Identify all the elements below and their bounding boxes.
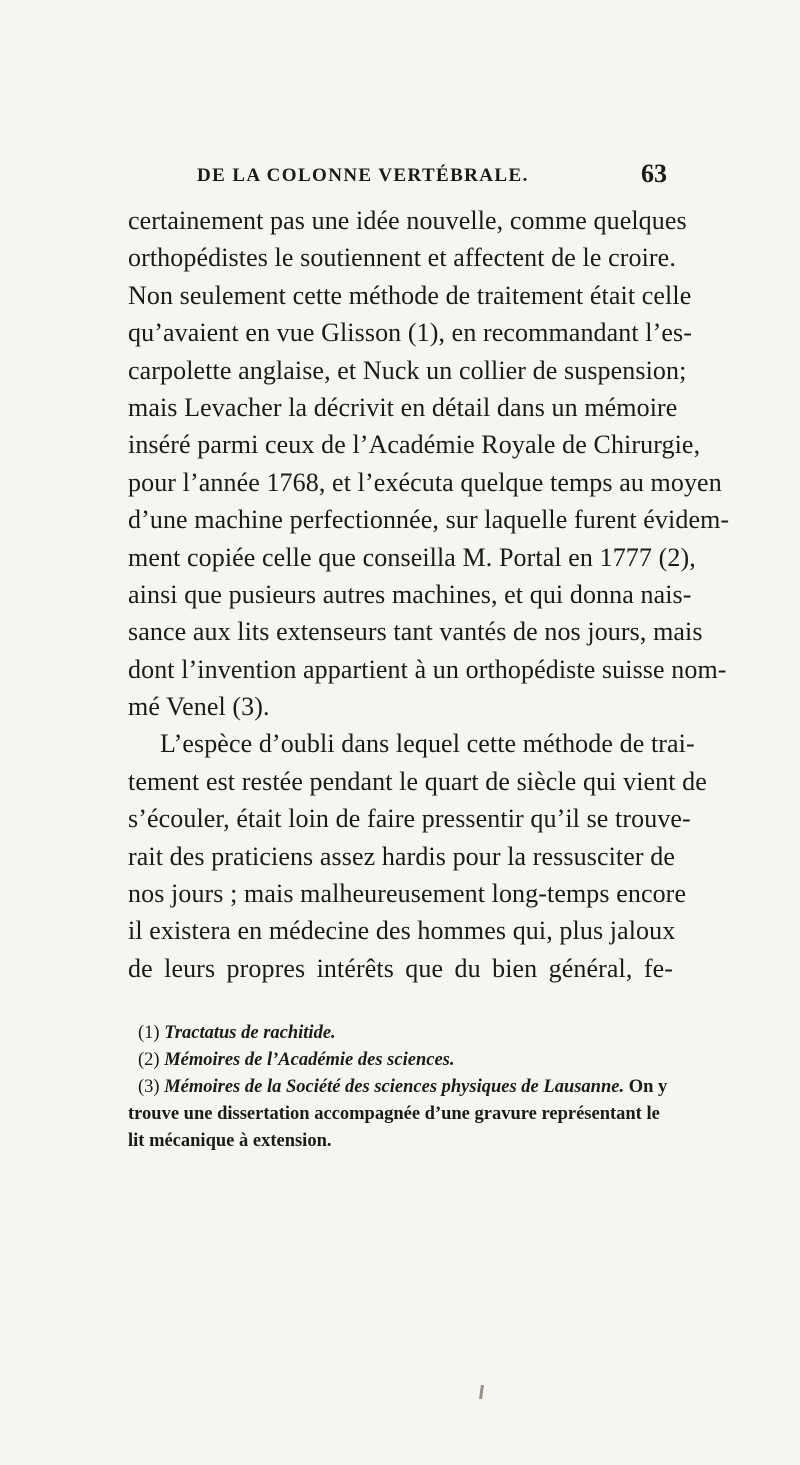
page-header xyxy=(132,159,667,195)
text-line: sance aux lits extenseurs tant vantés de nos jours, mais xyxy=(128,617,703,647)
text-line: de leurs propres intérêts que du bien général, fe- xyxy=(128,953,673,983)
text-line: rait des praticiens assez hardis pour la ressusciter de xyxy=(128,841,675,871)
main-text xyxy=(128,202,730,987)
text-line: d’une machine perfectionnée, sur laquelle furent évidem- xyxy=(128,505,730,535)
text-line: mais Levacher la décrivit en détail dans un mémoire xyxy=(128,392,678,422)
text-line: nos jours ; mais malheureusement long-temps encore xyxy=(128,879,687,909)
footnote-title: Mémoires de l’Académie des sciences. xyxy=(164,1050,455,1070)
footnote-title: Mémoires de la Société des sciences physiques de Lausanne. xyxy=(164,1077,625,1097)
text-line: tement est restée pendant le quart de siècle qui vient de xyxy=(128,766,707,796)
page-number: 63 xyxy=(641,159,667,188)
footnote-title: Tractatus de rachitide. xyxy=(164,1023,336,1043)
footnote-number: (2) xyxy=(138,1050,160,1070)
text-line: inséré parmi ceux de l’Académie Royale de Chirurgie, xyxy=(128,430,701,460)
footnote-number: (3) xyxy=(138,1077,160,1097)
footnote-number: (1) xyxy=(138,1023,160,1043)
text-line: L’espèce d’oubli dans lequel cette méthode de trai- xyxy=(160,729,695,759)
text-line: orthopédistes le soutiennent et affectent de le croire. xyxy=(128,243,676,273)
text-line: ainsi que pusieurs autres machines, et qui donna nais- xyxy=(128,579,692,609)
text-line: ment copiée celle que conseilla M. Portal en 1777 (2), xyxy=(128,542,696,572)
text-line: s’écouler, était loin de faire pressentir qu’il se trouve- xyxy=(128,804,691,834)
footnote-2 xyxy=(128,1047,673,1074)
running-head: DE LA COLONNE VERTÉBRALE. xyxy=(197,165,529,186)
footnote-3-continuation: lit mécanique à extension. xyxy=(128,1131,332,1151)
text-line: il existera en médecine des hommes qui, plus jaloux xyxy=(128,916,676,946)
footnote-3 xyxy=(128,1074,673,1101)
footnote-text: On y xyxy=(628,1077,668,1097)
ink-speck xyxy=(479,1385,484,1399)
footnotes xyxy=(128,1020,673,1155)
text-line: Non seulement cette méthode de traitement était celle xyxy=(128,280,692,310)
text-line: carpolette anglaise, et Nuck un collier de suspension; xyxy=(128,355,687,385)
text-line: dont l’invention appartient à un orthopédiste suisse nom- xyxy=(128,654,727,684)
text-line: pour l’année 1768, et l’exécuta quelque temps au moyen xyxy=(128,467,722,497)
footnote-3-continuation: trouve une dissertation accompagnée d’une gravure représentant le xyxy=(128,1104,660,1124)
footnote-1 xyxy=(128,1020,673,1047)
text-line: mé Venel (3). xyxy=(128,692,270,722)
text-line: certainement pas une idée nouvelle, comme quelques xyxy=(128,206,687,235)
text-line: qu’avaient en vue Glisson (1), en recommandant l’es- xyxy=(128,318,693,348)
